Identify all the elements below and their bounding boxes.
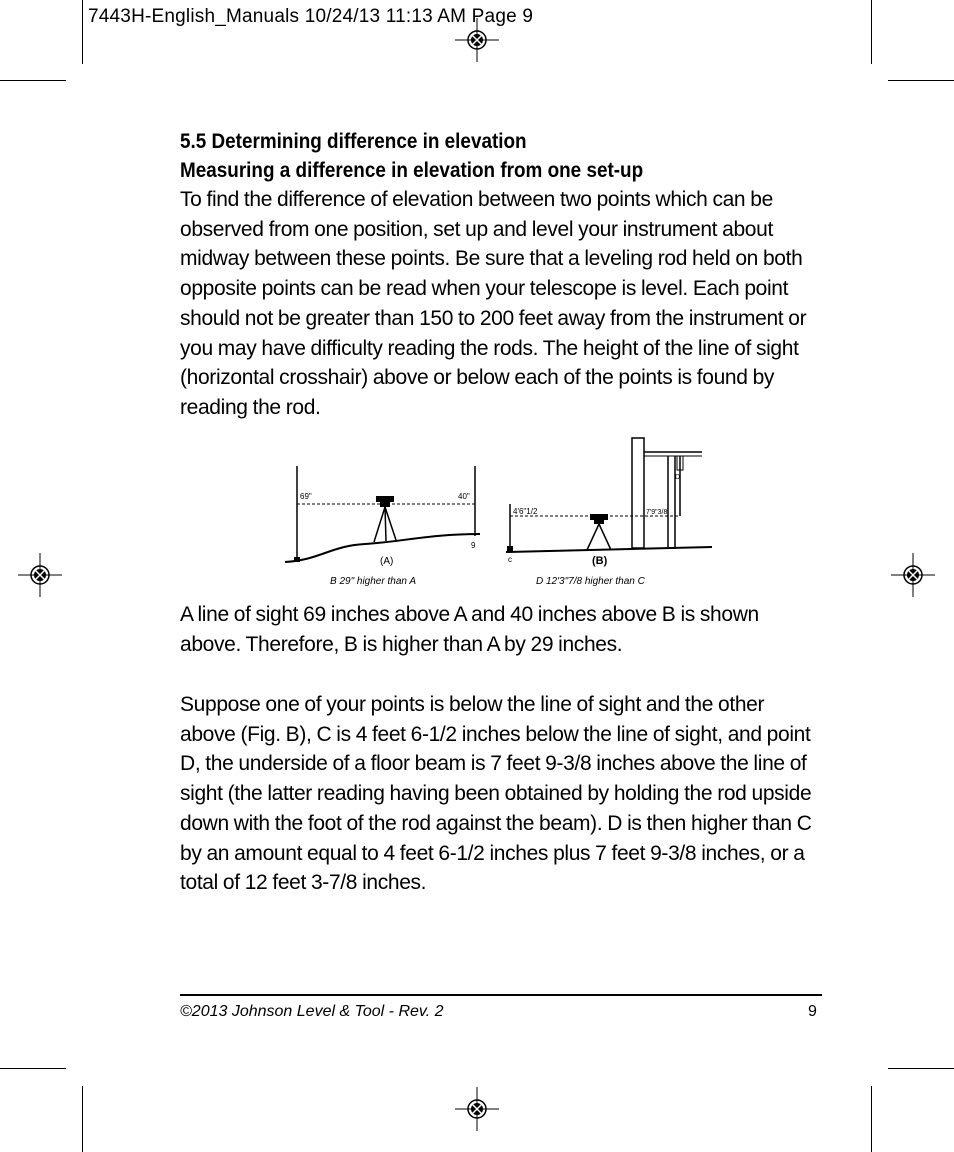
registration-mark-left: [18, 553, 62, 597]
section-subheading: Measuring a difference in elevation from one set-up: [180, 159, 644, 182]
page-number: 9: [808, 1003, 817, 1020]
footer-copyright: ©2013 Johnson Level & Tool - Rev. 2: [180, 1003, 444, 1020]
crop-mark: [871, 1086, 872, 1152]
crop-mark: [0, 80, 66, 81]
point-label-c: c: [508, 555, 512, 564]
crop-mark: [888, 80, 954, 81]
footer-rule: [180, 994, 822, 996]
caption-b: D 12'3"7/8 higher than C: [536, 576, 645, 587]
reading-b-right: 7'9"3/8: [646, 509, 668, 516]
crop-mark: [82, 0, 83, 64]
elevation-diagram: [280, 434, 720, 594]
post: [632, 438, 644, 548]
ground-line-b: [506, 547, 712, 552]
section-content: [180, 127, 820, 423]
fig-label-a: (A): [380, 556, 394, 567]
fig-label-b: (B): [592, 555, 608, 567]
crop-mark: [82, 1086, 83, 1152]
figure-b: [506, 438, 712, 587]
registration-mark-top: [455, 18, 499, 62]
caption-a: B 29" higher than A: [330, 576, 417, 587]
crop-mark: [888, 1068, 954, 1069]
figure-a: [285, 466, 480, 587]
print-slug: 7443H-English_Manuals 10/24/13 11:13 AM Page 9: [88, 6, 534, 27]
registration-mark-right: [891, 553, 935, 597]
paragraph-fig-b: Suppose one of your points is below the line of sight and the other above (Fig. B), C is 4 feet 6-1/2 inches below the line of sight, and point D, the underside of a floor beam is 7 feet 9-3/8 inches above the line of sight (the latter reading having been obtained by holding the rod upside down with the foot of the rod against the beam). D is then higher than C by an amount equal to 4 feet 6-1/2 inches plus 7 feet 9-3/8 inches, or a total of 12 feet 3-7/8 inches.: [180, 693, 812, 895]
section-heading: 5.5 Determining difference in elevation: [180, 130, 527, 153]
paragraph-fig-a: A line of sight 69 inches above A and 40 inches above B is shown above. Therefore, B is higher than A by 29 inches.: [180, 603, 759, 656]
point-label-a: 9: [471, 541, 476, 550]
registration-mark-bottom: [455, 1087, 499, 1131]
crop-mark: [0, 1068, 66, 1069]
reading-b-left: 4'6"1/2: [513, 507, 538, 516]
reading-a-left: 69": [300, 492, 312, 501]
reading-a-right: 40": [458, 492, 470, 501]
intro-paragraph: To find the difference of elevation between two points which can be observed from one position, set up and level your instrument about midway between these points. Be sure that a leveling rod held on both opposite points can be read when your telescope is level. Each point should not be greater than 150 to 200 feet away from the instrument or you may have difficulty reading the rods. The height of the line of sight (horizontal crosshair) above or below each of the points is found by reading the rod.: [180, 188, 807, 419]
crop-mark: [871, 0, 872, 64]
point-label-d: D: [675, 474, 681, 481]
